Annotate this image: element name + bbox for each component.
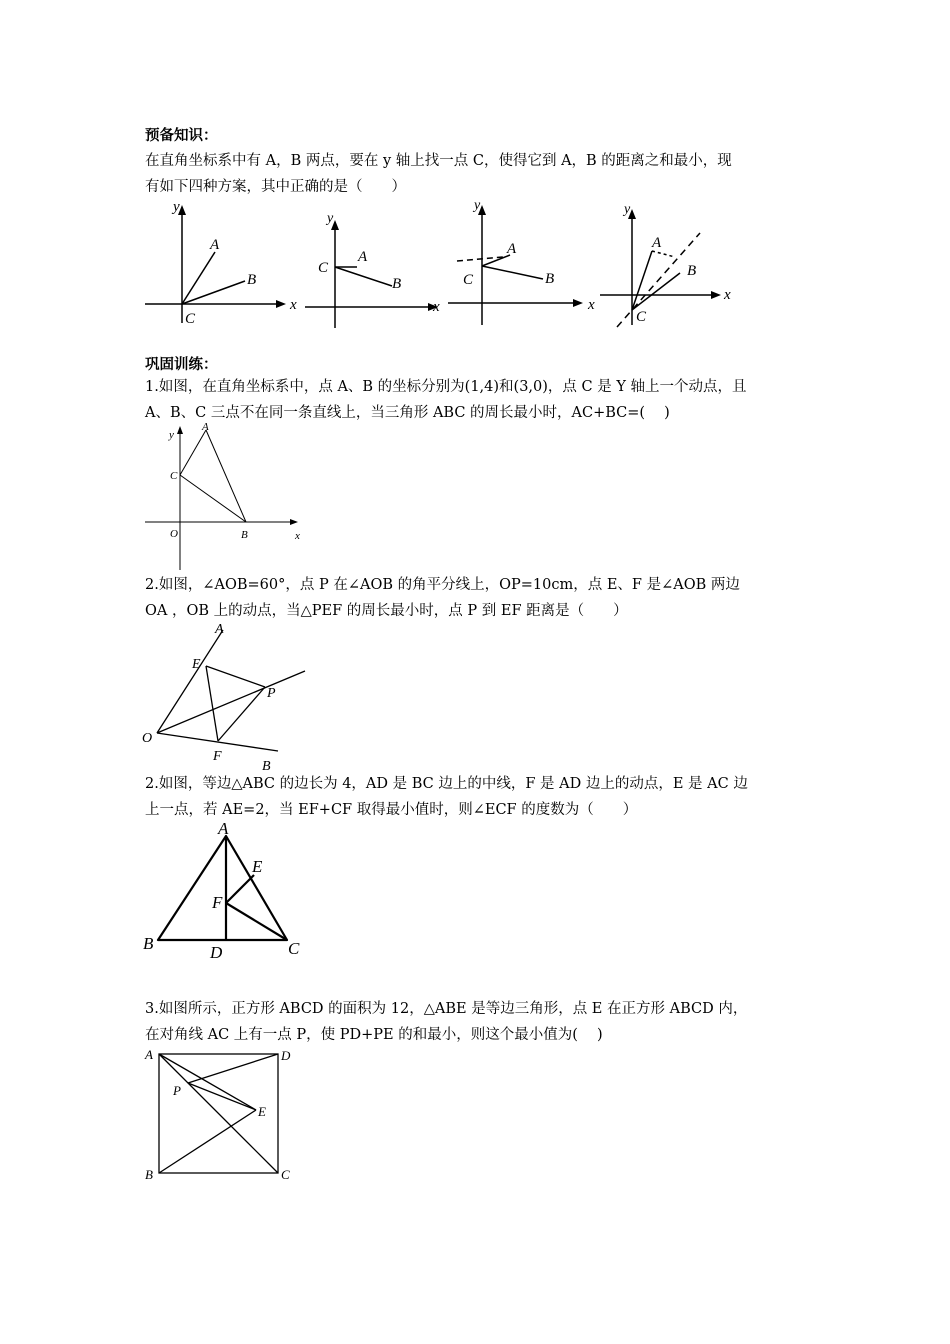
- point-d-label: D: [281, 1048, 291, 1063]
- y-axis-label: y: [173, 199, 180, 215]
- segment-ef: [206, 666, 218, 741]
- point-c-label: C: [185, 311, 196, 327]
- dashed-aa-link: [652, 251, 675, 257]
- q2b-text-line1: 2.如图，等边△ABC 的边长为 4，AD 是 BC 边上的中线，F 是 AD 边上的动点，E 是 AC 边: [145, 776, 748, 792]
- point-f-label: F: [213, 749, 222, 764]
- section-heading-practice: 巩固训练：: [145, 357, 218, 373]
- point-a-label: A: [202, 421, 209, 433]
- point-a-label: A: [218, 819, 229, 838]
- q2a-diagram: [140, 620, 320, 775]
- option-diagram-2: [300, 200, 450, 335]
- option-diagram-1: [140, 195, 310, 335]
- option-diagram-3: [445, 195, 595, 330]
- segment-ca: [632, 251, 652, 310]
- segment-cb: [335, 267, 392, 286]
- segment-ac: [180, 430, 206, 475]
- point-c-label: C: [281, 1167, 290, 1182]
- y-axis-label: y: [624, 202, 631, 217]
- point-e-label: E: [252, 857, 263, 876]
- point-a-label: A: [145, 1047, 153, 1062]
- x-axis-label: x: [295, 530, 300, 542]
- point-c-label: C: [463, 272, 474, 288]
- point-b-label: B: [392, 276, 402, 292]
- q1-text-line1: 1.如图，在直角坐标系中，点 A、B 的坐标分别为(1,4)和(3,0)，点 C 是 Y 轴上一个动点，且: [145, 379, 747, 395]
- point-b-label: B: [545, 271, 555, 287]
- triangle-abc: [158, 836, 287, 940]
- segment-ca: [182, 252, 215, 304]
- point-a-label: A: [210, 237, 220, 253]
- point-d-label: D: [210, 943, 223, 962]
- q3-text-line2: 在对角线 AC 上有一点 P，使 PD+PE 的和最小，则这个最小值为( ): [145, 1027, 603, 1043]
- segment-cb: [482, 266, 543, 279]
- point-f-label: F: [212, 893, 223, 912]
- segment-pf: [218, 687, 265, 741]
- segment-cb: [632, 273, 680, 310]
- problem-text-line1: 在直角坐标系中有 A，B 两点，要在 y 轴上找一点 C，使得它到 A，B 的距离之和最小，现: [145, 153, 732, 169]
- segment-ca: [482, 255, 510, 266]
- y-axis-label: y: [169, 429, 174, 441]
- segment-pd: [188, 1054, 278, 1083]
- point-e-label: E: [258, 1104, 266, 1119]
- segment-fe: [226, 875, 254, 903]
- q1-text-line2: A、B、C 三点不在同一条直线上，当三角形 ABC 的周长最小时，AC+BC=( ): [145, 405, 670, 421]
- point-c-label: C: [636, 309, 647, 325]
- y-axis-arrow: [177, 426, 183, 434]
- point-b-label: B: [145, 1167, 153, 1182]
- x-axis-label: x: [290, 297, 297, 313]
- q2a-text-line1: 2.如图，∠AOB=60°，点 P 在∠AOB 的角平分线上，OP=10cm，点 E、F 是∠AOB 两边: [145, 577, 740, 593]
- section-heading-prerequisite: 预备知识：: [145, 128, 218, 144]
- point-a-label: A: [507, 241, 517, 257]
- x-axis-label: x: [724, 287, 731, 303]
- q3-text-line1: 3.如图所示，正方形 ABCD 的面积为 12，△ABE 是等边三角形，点 E 在正方形 ABCD 内，: [145, 1001, 748, 1017]
- point-p-label: P: [173, 1083, 181, 1098]
- x-axis-arrow: [711, 291, 721, 299]
- y-axis-label: y: [327, 211, 334, 226]
- x-axis-arrow: [573, 299, 583, 307]
- point-c-label: C: [170, 470, 178, 482]
- segment-ep: [206, 666, 265, 687]
- q2b-text-line2: 上一点，若 AE=2，当 EF+CF 取得最小值时，则∠ECF 的度数为（ ）: [145, 802, 638, 818]
- x-axis-arrow: [290, 519, 298, 525]
- point-b-label: B: [247, 272, 257, 288]
- problem-text-line2: 有如下四种方案，其中正确的是（ ）: [145, 179, 406, 195]
- q1-diagram: [140, 418, 310, 573]
- segment-cb: [182, 281, 245, 304]
- q2a-text-line2: OA ，OB 上的动点，当△PEF 的周长最小时，点 P 到 EF 距离是（ ）: [145, 603, 628, 619]
- q3-diagram: [140, 1042, 315, 1187]
- point-c-label: C: [318, 260, 329, 276]
- segment-fc: [226, 903, 287, 940]
- point-e-label: E: [192, 657, 201, 672]
- point-c-label: C: [288, 939, 300, 958]
- point-b-label: B: [687, 263, 697, 279]
- point-b-label: B: [143, 934, 154, 953]
- point-o-label: O: [170, 528, 178, 540]
- x-axis-label: x: [433, 299, 440, 315]
- ray-oa: [157, 630, 223, 733]
- point-a-label: A: [358, 249, 368, 265]
- y-axis-label: y: [474, 198, 481, 213]
- point-a-label: A: [215, 622, 224, 637]
- segment-pe: [188, 1083, 256, 1110]
- point-b-label: B: [262, 759, 271, 774]
- segment-be: [159, 1110, 256, 1173]
- bisector-op: [157, 671, 305, 733]
- q2b-diagram: [140, 818, 320, 963]
- x-axis-arrow: [276, 300, 286, 308]
- point-p-label: P: [267, 686, 276, 701]
- option-diagram-4: [595, 195, 745, 330]
- x-axis-label: x: [588, 297, 595, 313]
- point-a-label: A: [652, 235, 662, 251]
- point-o-label: O: [142, 731, 153, 746]
- point-b-label: B: [241, 529, 248, 541]
